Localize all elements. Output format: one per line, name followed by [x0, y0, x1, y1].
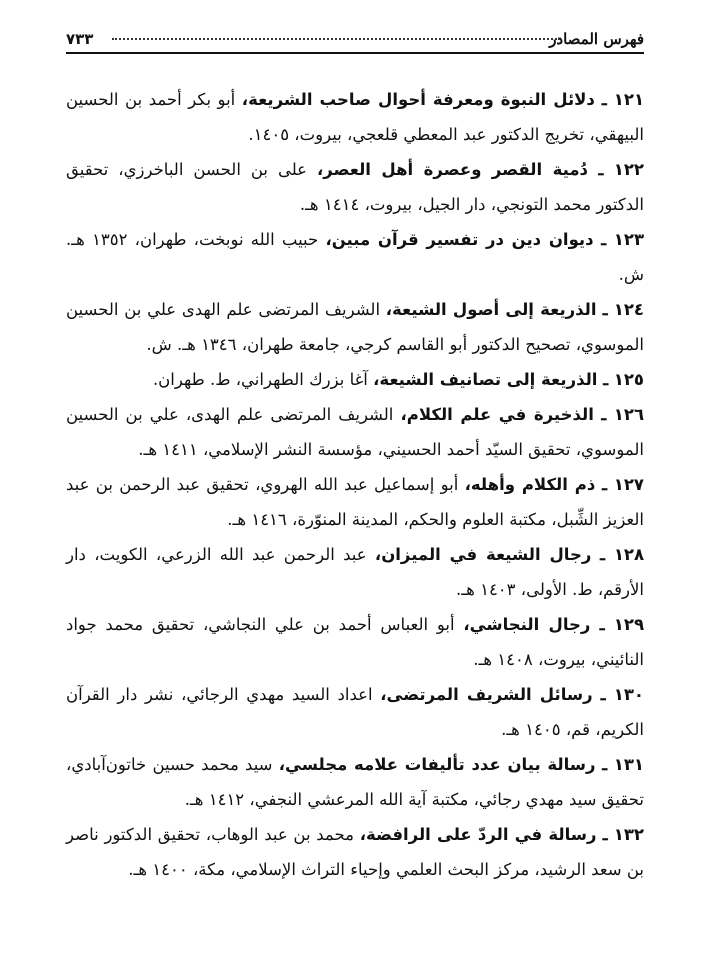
bibliography-entry: ١٢٦ ـ الذخيرة في علم الكلام، الشريف المرتضى علم الهدى، علي بن الحسين الموسوي، تحقيق السيّد أحمد الحسيني، مؤسسة النشر الإسلامي، ١٤١١ هـ.	[66, 405, 645, 459]
entry-title: الذريعة إلى أصول الشيعة،	[385, 300, 597, 319]
entry-number: ١٢٤	[613, 300, 644, 319]
entry-number: ١٢١	[613, 90, 645, 109]
entry-details: أبو العباس أحمد بن علي النجاشي، تحقيق محمد جواد النائيني، بيروت، ١٤٠٨ هـ.	[66, 615, 644, 669]
entry-number: ١٢٦	[613, 405, 645, 424]
running-title: فهرس المصادر	[549, 30, 644, 48]
page-number: ٧٣٣	[66, 30, 94, 48]
bibliography-entry: ١٣١ ـ رسالة بيان عدد تأليفات علامه مجلسي، سيد محمد حسين خاتون‌آبادي، تحقيق سيد مهدي رجائي، مكتبة آية الله المرعشي النجفي، ١٤١٢ هـ.	[66, 755, 644, 809]
bibliography-list	[66, 82, 644, 887]
entry-title: رسالة في الردّ على الرافضة،	[359, 825, 597, 844]
entry-title: دلائل النبوة ومعرفة أحوال صاحب الشريعة،	[241, 90, 595, 109]
page-header	[66, 26, 644, 54]
entry-details: سيد محمد حسين خاتون‌آبادي، تحقيق سيد مهدي رجائي، مكتبة آية الله المرعشي النجفي، ١٤١٢ هـ.	[66, 755, 644, 809]
entry-title: ذم الكلام وأهله،	[464, 475, 596, 494]
entry-title: الذريعة إلى تصانيف الشيعة،	[373, 370, 598, 389]
entry-details: حبيب الله نوبخت، طهران، ١٣٥٢ هـ. ش.	[66, 230, 644, 284]
bibliography-entry: ١٢٨ ـ رجال الشيعة في الميزان، عبد الرحمن عبد الله الزرعي، الكويت، دار الأرقم، ط. الأولى، ١٤٠٣ هـ.	[66, 545, 645, 599]
leader-dots	[112, 38, 560, 40]
entry-title: رجال النجاشي،	[463, 615, 591, 634]
entry-number: ١٢٩	[613, 615, 645, 634]
bibliography-entry: ١٢١ ـ دلائل النبوة ومعرفة أحوال صاحب الشريعة، أبو بكر أحمد بن الحسين البيهقي، تخريج الدكتور عبد المعطي قلعجي، بيروت، ١٤٠٥.	[66, 90, 645, 144]
bibliography-entry: ١٢٥ ـ الذريعة إلى تصانيف الشيعة، آغا بزرك الطهراني، ط. طهران.	[152, 370, 644, 389]
bibliography-entry: ١٢٤ ـ الذريعة إلى أصول الشيعة، الشريف المرتضى علم الهدى علي بن الحسين الموسوي، تصحيح الدكتور أبو القاسم كرجي، جامعة طهران، ١٣٤٦ هـ. ش.	[66, 300, 644, 354]
entry-number: ١٢٨	[613, 545, 645, 564]
bibliography-entry: ١٣٠ ـ رسائل الشريف المرتضى، اعداد السيد مهدي الرجائي، نشر دار القرآن الكريم، قم، ١٤٠٥ هـ.	[66, 685, 644, 739]
bibliography-entry: ١٢٣ ـ ديوان دين در تفسير قرآن مبين، حبيب الله نوبخت، طهران، ١٣٥٢ هـ. ش.	[66, 230, 645, 284]
entry-number: ١٢٣	[613, 230, 645, 249]
entry-details: على بن الحسن الباخرزي، تحقيق الدكتور محمد التونجي، دار الجيل، بيروت، ١٤١٤ هـ.	[66, 160, 644, 214]
entry-title: رجال الشيعة في الميزان،	[374, 545, 592, 564]
entry-number: ١٢٥	[613, 370, 644, 389]
entry-title: دُمية القصر وعصرة أهل العصر،	[316, 160, 589, 179]
bibliography-entry: ١٣٢ ـ رسالة في الردّ على الرافضة، محمد بن عبد الوهاب، تحقيق الدكتور ناصر بن سعد الرشيد، مركز البحث العلمي وإحياء التراث الإسلامي، مكة، ١٤٠٠ هـ.	[66, 825, 644, 879]
entry-details: عبد الرحمن عبد الله الزرعي، الكويت، دار الأرقم، ط. الأولى، ١٤٠٣ هـ.	[66, 545, 644, 599]
entry-number: ١٣١	[613, 755, 644, 774]
entry-details: اعداد السيد مهدي الرجائي، نشر دار القرآن الكريم، قم، ١٤٠٥ هـ.	[66, 685, 644, 739]
entry-number: ١٣٠	[613, 685, 644, 704]
entry-title: رسالة بيان عدد تأليفات علامه مجلسي،	[278, 755, 596, 774]
entry-details: الشريف المرتضى علم الهدى، علي بن الحسين الموسوي، تحقيق السيّد أحمد الحسيني، مؤسسة النشر الإسلامي، ١٤١١ هـ.	[66, 405, 644, 459]
entry-title: الذخيرة في علم الكلام،	[400, 405, 594, 424]
entry-number: ١٣٢	[613, 825, 644, 844]
entry-title: ديوان دين در تفسير قرآن مبين،	[325, 230, 594, 249]
entry-number: ١٢٢	[613, 160, 644, 179]
bibliography-entry: ١٢٩ ـ رجال النجاشي، أبو العباس أحمد بن علي النجاشي، تحقيق محمد جواد النائيني، بيروت، ١٤٠٨ هـ.	[66, 615, 645, 669]
entry-details: أبو بكر أحمد بن الحسين البيهقي، تخريج الدكتور عبد المعطي قلعجي، بيروت، ١٤٠٥.	[66, 90, 644, 144]
entry-details: أبو إسماعيل عبد الله الهروي، تحقيق عبد الرحمن بن عبد العزيز الشِّبل، مكتبة العلوم والحكم، المدينة المنوّرة، ١٤١٦ هـ.	[66, 475, 644, 529]
entry-details: محمد بن عبد الوهاب، تحقيق الدكتور ناصر بن سعد الرشيد، مركز البحث العلمي وإحياء التراث الإسلامي، مكة، ١٤٠٠ هـ.	[66, 825, 644, 879]
entry-title: رسائل الشريف المرتضى،	[380, 685, 593, 704]
entry-details: الشريف المرتضى علم الهدى علي بن الحسين الموسوي، تصحيح الدكتور أبو القاسم كرجي، جامعة طهران، ١٣٤٦ هـ. ش.	[66, 300, 644, 354]
entry-details: آغا بزرك الطهراني، ط. طهران.	[152, 370, 368, 389]
entry-number: ١٢٧	[613, 475, 644, 494]
bibliography-entry: ١٢٧ ـ ذم الكلام وأهله، أبو إسماعيل عبد الله الهروي، تحقيق عبد الرحمن بن عبد العزيز الشِّبل، مكتبة العلوم والحكم، المدينة المنوّرة، ١٤١٦ هـ.	[66, 475, 644, 529]
bibliography-entry: ١٢٢ ـ دُمية القصر وعصرة أهل العصر، على بن الحسن الباخرزي، تحقيق الدكتور محمد التونجي، دار الجيل، بيروت، ١٤١٤ هـ.	[66, 160, 644, 214]
